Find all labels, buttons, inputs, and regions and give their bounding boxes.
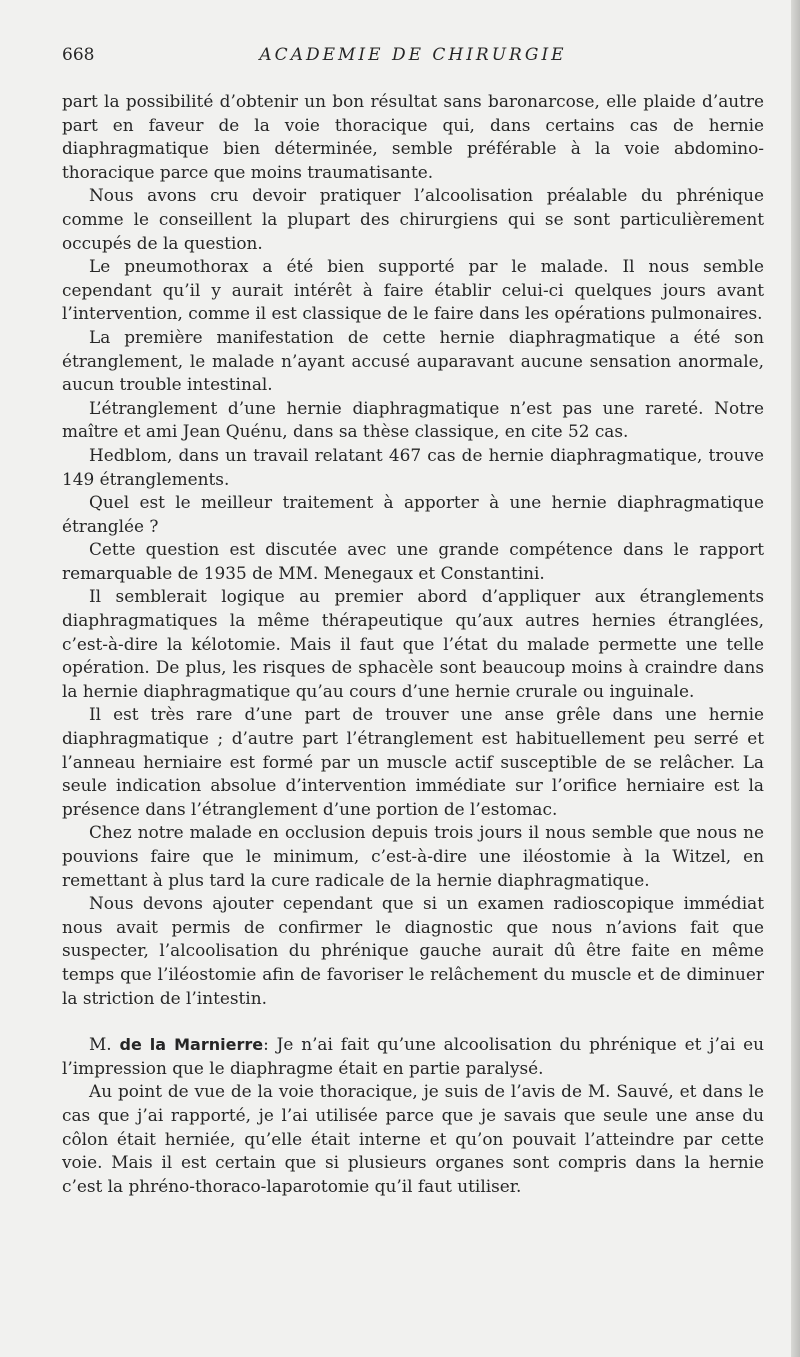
paragraph-7: Quel est le meilleur traitement à apporter à une hernie diaphragmatique étranglée ? xyxy=(62,492,764,536)
page-edge-shadow xyxy=(791,0,800,1357)
paragraph-11: Chez notre malade en occlusion depuis trois jours il nous semble que nous ne pouvions faire que le minimum, c’est-à-dire une iléostomie à la Witzel, en remettant à plus tard la cure radicale de la hernie diaphragmatique. xyxy=(62,822,764,890)
paragraph-12: Nous devons ajouter cependant que si un examen radioscopique immédiat nous avait permis de confirmer le diagnostic que nous n’avions fait que suspecter, l’alcoolisation du phrénique gauche aurait dû être faite en même temps que l’iléostomie afin de favoriser le relâchement du muscle et de diminuer la striction de l’intestin. xyxy=(62,893,764,1008)
paragraph-6: Hedblom, dans un travail relatant 467 cas de hernie diaphragmatique, trouve 149 étranglements. xyxy=(62,444,764,489)
paragraph-10: Il est très rare d’une part de trouver une anse grêle dans une hernie diaphragmatique ; d’autre part l’étranglement est habituellement peu serré et l’anneau herniaire est formé par un muscle actif susceptible de se relâcher. La seule indication absolue d’intervention immédiate sur l’orifice herniaire est la présence dans l’étranglement d’une portion de l’estomac. xyxy=(62,704,764,819)
page-number: 668 xyxy=(62,45,95,65)
section-gap xyxy=(62,1010,764,1033)
paragraph-1: part la possibilité d’obtenir un bon résultat sans baronarcose, elle plaide d’autre part en faveur de la voie thoracique qui, dans certains cas de hernie diaphragmatique bien déterminée, semble préférable à la voie abdomino-thoracique parce que moins traumatisante. xyxy=(62,91,764,182)
speaker-name: de la Marnierre xyxy=(119,1035,264,1055)
page-header xyxy=(62,45,764,69)
paragraph-8: Cette question est discutée avec une grande compétence dans le rapport remarquable de 1935 de MM. Menegaux et Constantini. xyxy=(62,539,764,583)
running-title: ACADEMIE DE CHIRURGIE xyxy=(259,45,567,65)
paragraph-9: Il semblerait logique au premier abord d’appliquer aux étranglements diaphragmatiques la même thérapeutique qu’aux autres hernies étranglées, c’est-à-dire la kélotomie. Mais il faut que l’état du malade permette une telle opération. De plus, les risques de sphacèle sont beaucoup moins à craindre dans la hernie diaphragmatique qu’au cours d’une hernie crurale ou inguinale. xyxy=(62,586,764,701)
paragraph-2: Nous avons cru devoir pratiquer l’alcoolisation préalable du phrénique comme le conseillent la plupart des chirurgiens qui se sont particulièrement occupés de la question. xyxy=(62,185,764,253)
discussion-text-1: : Je n’ai fait qu’une alcoolisation du phrénique et j’ai eu l’impression que le diaphragme était en partie paralysé. xyxy=(62,1034,764,1078)
paragraph-5: L’étranglement d’une hernie diaphragmatique n’est pas une rareté. Notre maître et ami Jean Quénu, dans sa thèse classique, en cite 52 cas. xyxy=(62,397,764,442)
paragraph-3: Le pneumothorax a été bien supporté par le malade. Il nous semble cependant qu’il y aurait intérêt à faire établir celui-ci quelques jours avant l’intervention, comme il est classique de le faire dans les opérations pulmonaires. xyxy=(62,256,764,324)
discussion-paragraph-1 xyxy=(62,1033,764,1080)
body-text xyxy=(62,90,764,1198)
paragraph-4: La première manifestation de cette hernie diaphragmatique a été son étranglement, le malade n’ayant accusé auparavant aucune sensation anormale, aucun trouble intestinal. xyxy=(62,326,764,395)
speaker-prefix: M. xyxy=(89,1034,120,1055)
discussion-paragraph-2: Au point de vue de la voie thoracique, je suis de l’avis de M. Sauvé, et dans le cas que j’ai rapporté, je l’ai utilisée parce que je savais que seule une anse du côlon était herniée, qu’elle était interne et qu’on pouvait l’atteindre par cette voie. Mais il est certain que si plusieurs organes sont compris dans la hernie c’est la phréno-thoraco-laparotomie qu’il faut utiliser. xyxy=(62,1081,764,1196)
